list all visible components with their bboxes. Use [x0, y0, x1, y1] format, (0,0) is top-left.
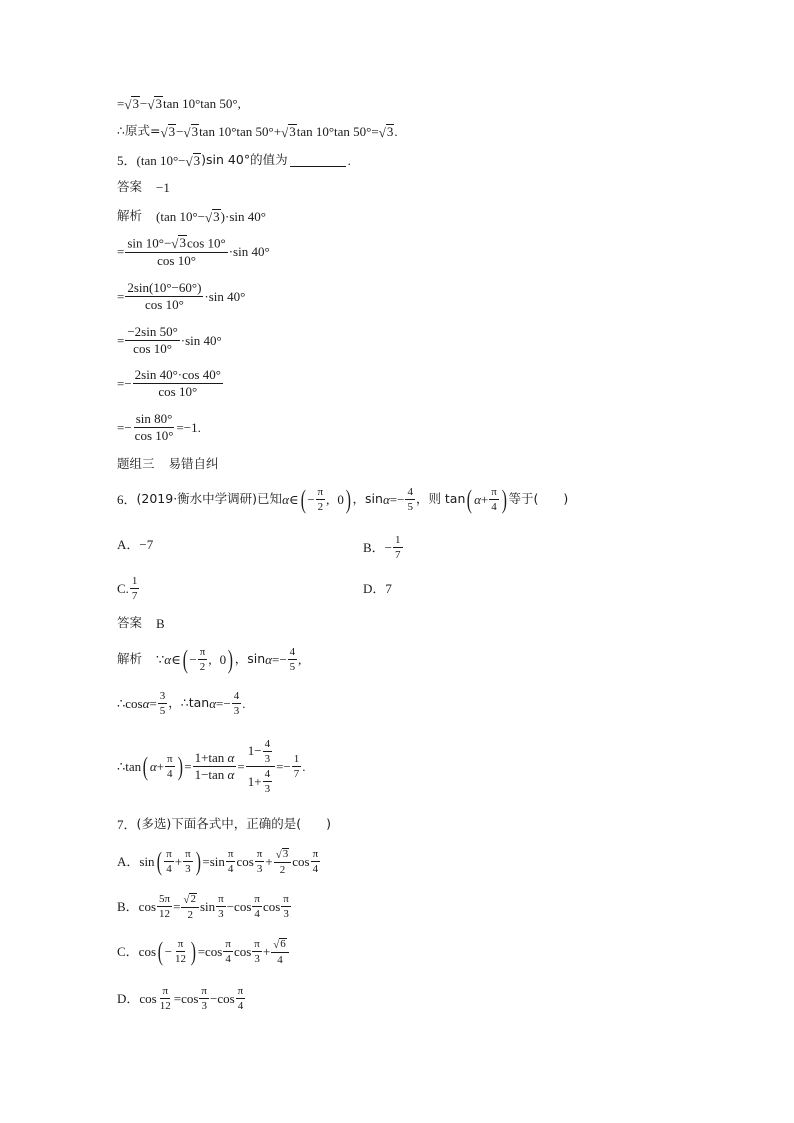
text: cos	[233, 944, 252, 960]
section-label: 题组三	[117, 456, 155, 471]
q7-option-b	[117, 893, 292, 921]
solution-label: 解析	[117, 208, 143, 224]
text: )	[345, 484, 351, 514]
text: =	[237, 759, 245, 775]
text: α	[142, 696, 150, 712]
fraction: $\frac{4}{5}$	[407, 486, 413, 514]
text: (	[182, 644, 188, 674]
option-label: B．	[117, 899, 139, 915]
answer-value: −1	[156, 180, 170, 195]
compound-fraction: 1− $\frac{4}{3}$ 1+ $\frac{4}{3}$	[246, 738, 275, 795]
text: −	[307, 492, 315, 508]
question-text: (多选)下面各式中，正确的是( )	[136, 816, 332, 832]
sqrt: √ 3	[185, 153, 201, 169]
option-value: −7	[139, 537, 154, 552]
fraction: sin 10°− √ 3 cos 10° cos 10°	[127, 235, 226, 268]
text: sin	[139, 854, 155, 870]
fraction: $\frac{\pi}{12}$	[159, 985, 171, 1013]
text: =cos	[173, 991, 199, 1007]
fraction: $\frac{\sin 80^\circ}{\cos 10^\circ}$	[134, 411, 174, 444]
solution-5-line-6	[117, 412, 201, 444]
text: −	[209, 991, 218, 1007]
text: −	[176, 123, 184, 139]
fraction: $\frac{\pi}{4}$	[491, 486, 497, 514]
text: ,	[208, 652, 212, 668]
fraction: $\frac{\pi}{3}$	[201, 985, 207, 1013]
option-a	[117, 538, 153, 551]
text: ,	[326, 492, 330, 508]
sqrt: √ 3	[205, 209, 220, 225]
fraction: $\frac{\pi}{12}$	[175, 938, 187, 966]
question-7	[117, 818, 331, 831]
text: sin	[199, 899, 216, 915]
text: −	[384, 540, 393, 556]
text: =−	[117, 376, 132, 392]
fraction: $\frac{2\sin 40^\circ\cdot\cos 40^\circ}{\cos 10^\circ}$	[134, 367, 221, 400]
option-label: D．	[117, 991, 140, 1007]
text: ·sin 40°	[228, 244, 270, 260]
fraction: $\frac{\pi}{3}$	[283, 893, 289, 921]
answer-5	[117, 181, 170, 194]
fraction: $\frac{\pi}{4}$	[237, 985, 244, 1013]
option-c	[117, 575, 140, 602]
text: =	[149, 696, 157, 712]
text: (tan 10°−	[136, 152, 186, 168]
option-value: 7	[385, 581, 392, 596]
sqrt: √ 3	[160, 124, 176, 140]
question-number: 5．	[117, 152, 137, 168]
fraction: $\frac{\pi}{4}$	[167, 753, 173, 781]
text: (tan 10°−	[156, 208, 206, 224]
q7-option-c	[117, 938, 290, 966]
fraction: $\frac{\pi}{4}$	[254, 893, 260, 921]
fraction: $\frac{\pi}{4}$	[225, 938, 231, 966]
fraction: $\frac{2\sin(10^\circ-60^\circ)}{\cos 10^\circ}$	[127, 280, 202, 313]
question-number: 7．	[117, 817, 137, 832]
text: cos	[236, 854, 254, 870]
solution-6-line-2	[117, 690, 245, 717]
question-6	[117, 486, 568, 513]
q7-option-a	[117, 848, 321, 876]
fraction: √ 3 2	[274, 848, 292, 876]
text: ∴tan	[117, 759, 142, 775]
text: ∈	[288, 492, 299, 508]
derivation-line-2	[117, 124, 398, 139]
text: =−	[272, 652, 287, 668]
text: (2019·衡水中学调研)已知	[136, 491, 283, 507]
text: =−	[389, 492, 405, 508]
text: α	[282, 492, 289, 508]
fraction: $\frac{\pi}{3}$	[185, 848, 191, 876]
fraction: $\frac{3}{5}$	[159, 690, 166, 718]
fraction: $\frac{\pi}{3}$	[254, 938, 260, 966]
text: cos	[262, 899, 281, 915]
text: =	[117, 244, 125, 260]
text: α	[382, 492, 390, 508]
text: α	[265, 652, 272, 668]
text: cos	[139, 991, 157, 1007]
solution-5-line-5	[117, 368, 224, 400]
text: )	[177, 751, 183, 781]
text: cos	[138, 944, 157, 960]
answer-6	[117, 617, 165, 630]
text: ∈	[171, 652, 181, 668]
text: .	[242, 696, 246, 712]
text: −	[189, 652, 197, 668]
text: cos	[234, 899, 252, 915]
text: ，sin	[352, 491, 383, 507]
sqrt: √ 3	[147, 96, 162, 112]
answer-value: B	[156, 616, 165, 631]
text: =sin	[202, 854, 225, 870]
text: )sin 40°的值为	[201, 152, 288, 168]
text: ·sin 40°	[180, 333, 222, 349]
fraction: $\frac{4}{5}$	[289, 646, 296, 674]
solution-5-line-1	[117, 209, 266, 224]
fraction: $\frac{\pi}{4}$	[227, 848, 234, 876]
option-d	[363, 582, 392, 595]
text: +	[265, 854, 273, 870]
option-label: C.	[117, 581, 129, 597]
text: −	[226, 899, 235, 915]
solution-6-line-1	[117, 646, 301, 673]
text: +	[262, 944, 271, 960]
text: (	[157, 936, 163, 966]
text: tan 10°tan 50°,	[162, 95, 241, 111]
text: .	[394, 123, 398, 139]
text: .	[302, 759, 306, 775]
text: ，sin	[234, 651, 266, 667]
solution-5-line-2	[117, 235, 270, 268]
fraction: $\frac{1}{7}$	[395, 534, 401, 562]
fraction: $\frac{\pi}{3}$	[218, 893, 224, 921]
fraction: √ 6 4	[271, 938, 289, 966]
answer-label: 答案	[117, 615, 143, 631]
text: )	[195, 846, 201, 876]
text: tan 10°tan 50°=	[296, 123, 379, 139]
text: tan 10°tan 50°+	[199, 123, 282, 139]
text: ，则 tan	[415, 491, 466, 507]
text: )	[190, 936, 196, 966]
text: =cos	[197, 944, 223, 960]
text: =	[117, 333, 125, 349]
answer-blank	[290, 154, 346, 167]
fraction: $\frac{\pi}{4}$	[312, 848, 319, 876]
text: α	[164, 652, 172, 668]
text: =	[184, 759, 192, 775]
fraction: $\frac{5\pi}{12}$	[159, 893, 171, 921]
text: ∴原式=	[117, 123, 161, 139]
fraction: $\frac{\pi}{3}$	[256, 848, 263, 876]
fraction: $\frac{\text{1+tan α}}{\text{1−tan α}}$	[194, 749, 235, 783]
text: cos	[217, 991, 235, 1007]
q7-option-d	[117, 985, 246, 1012]
text: 0	[337, 492, 344, 508]
text: =−1.	[176, 420, 201, 436]
derivation-line-1	[117, 96, 241, 111]
fraction: $\frac{1}{7}$	[131, 575, 138, 603]
text: ∵	[156, 652, 165, 668]
text: −	[139, 95, 148, 111]
text: =−	[117, 420, 132, 436]
text: cos	[292, 854, 310, 870]
text: =	[173, 899, 181, 915]
sqrt: √ 3	[183, 124, 199, 140]
text: 0	[219, 652, 227, 668]
fraction: $\frac{4}{3}$	[233, 690, 240, 718]
text: ·sin 40°	[204, 289, 246, 305]
option-b	[363, 534, 404, 561]
text: (	[300, 484, 306, 514]
option-label: B．	[363, 540, 385, 556]
section-header	[117, 458, 219, 471]
text: )	[501, 484, 507, 514]
question-5	[117, 153, 351, 168]
text: (	[467, 484, 473, 514]
text: ∴cos	[117, 696, 143, 712]
text: 等于( )	[508, 491, 569, 507]
text: =	[117, 95, 125, 111]
text: (	[142, 751, 149, 781]
fraction: $\frac{\pi}{4}$	[166, 848, 172, 876]
text: −	[164, 944, 173, 960]
fraction: $\frac{\pi}{2}$	[199, 646, 206, 674]
text: +	[156, 759, 164, 775]
solution-5-line-3	[117, 281, 245, 313]
text: )·sin 40°	[220, 208, 266, 224]
solution-5-line-4	[117, 325, 222, 357]
text: ,	[298, 652, 302, 668]
text: +	[480, 492, 489, 508]
option-label: A．	[117, 854, 140, 870]
question-number: 6．	[117, 492, 137, 508]
text: cos	[138, 899, 157, 915]
section-title: 易错自纠	[168, 456, 219, 471]
sqrt: √ 3	[124, 96, 139, 112]
text: (	[156, 846, 162, 876]
option-label: A．	[117, 537, 140, 552]
text: α	[209, 696, 217, 712]
text: =−	[276, 759, 291, 775]
text: .	[347, 152, 351, 168]
fraction: √ 2 2	[181, 893, 199, 921]
text: ，∴tan	[168, 695, 210, 711]
text: +	[174, 854, 183, 870]
text: α	[149, 759, 157, 775]
option-label: D．	[363, 581, 386, 596]
solution-label: 解析	[117, 651, 143, 667]
solution-6-line-3	[117, 738, 305, 795]
answer-label: 答案	[117, 179, 143, 195]
fraction: $\frac{1}{7}$	[293, 753, 300, 781]
fraction: $\frac{\pi}{2}$	[317, 486, 324, 514]
sqrt: √ 3	[281, 124, 296, 140]
text: =−	[216, 696, 231, 712]
fraction: $\frac{-2\sin 50^\circ}{\cos 10^\circ}$	[127, 324, 178, 357]
text: )	[227, 644, 234, 674]
text: α	[474, 492, 481, 508]
option-label: C．	[117, 944, 139, 960]
text: =	[117, 289, 125, 305]
sqrt: √ 3	[378, 124, 394, 140]
